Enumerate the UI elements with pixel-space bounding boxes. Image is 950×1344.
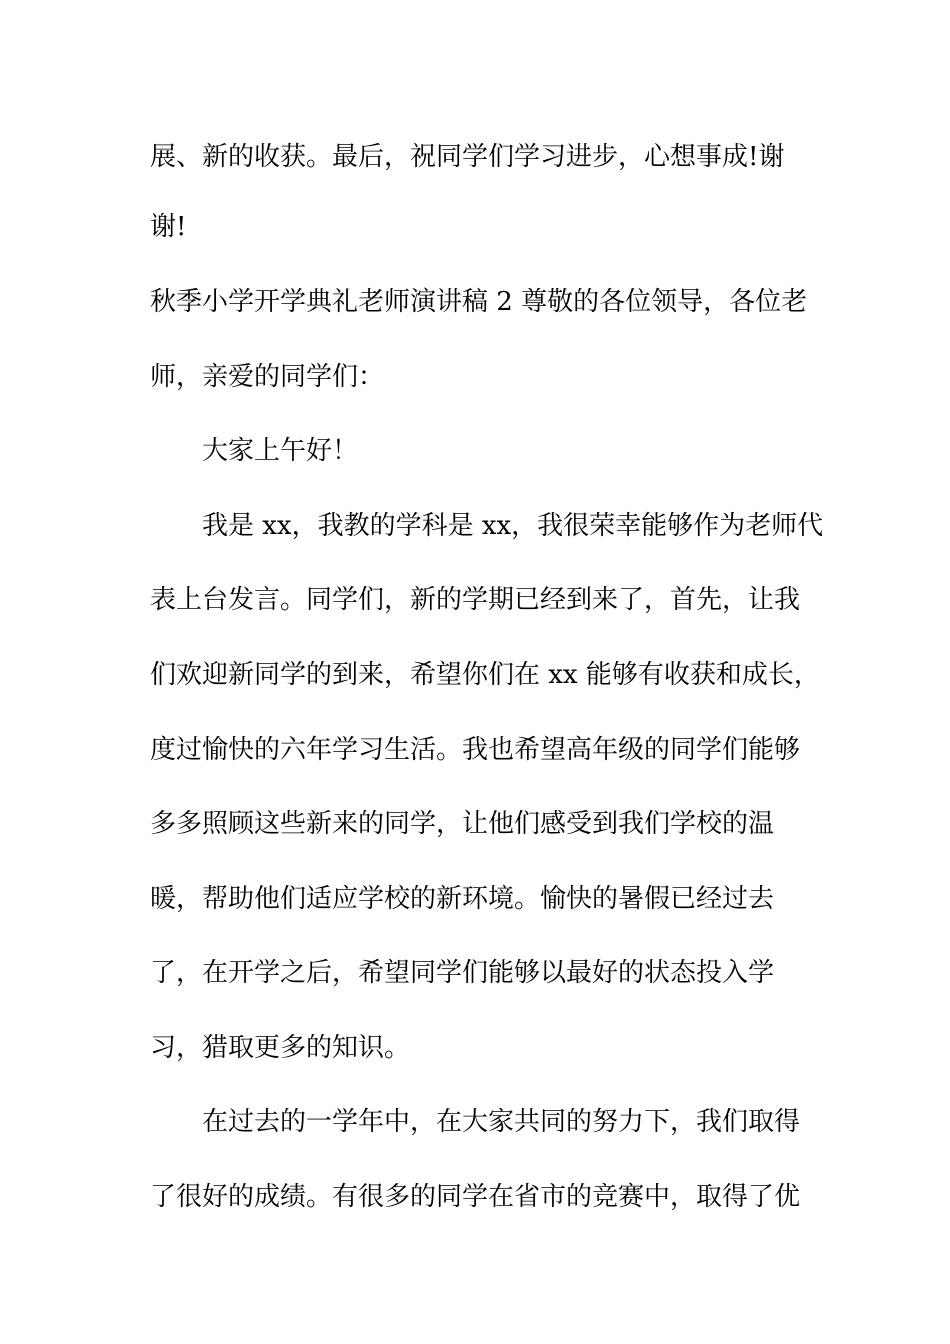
- text-line: 秋季小学开学典礼老师演讲稿 2 尊敬的各位领导，各位老: [150, 287, 808, 317]
- text-line: 多多照顾这些新来的同学，让他们感受到我们学校的温: [150, 809, 775, 839]
- text-line: 表上台发言。同学们，新的学期已经到来了，首先，让我: [150, 585, 801, 615]
- text-line: 师，亲爱的同学们：: [150, 362, 385, 392]
- text-line: 习，猎取更多的知识。: [150, 1033, 411, 1063]
- text-line: 度过愉快的六年学习生活。我也希望高年级的同学们能够: [150, 735, 801, 765]
- text-line: 暖，帮助他们适应学校的新环境。愉快的暑假已经过去: [150, 884, 775, 914]
- text-line: 我是 xx，我教的学科是 xx，我很荣幸能够作为老师代: [202, 511, 824, 541]
- text-line: 了很好的成绩。有很多的同学在省市的竞赛中，取得了优: [150, 1182, 801, 1212]
- text-line: 谢!: [150, 212, 187, 242]
- text-line: 大家上午好！: [202, 436, 359, 466]
- text-line: 了，在开学之后，希望同学们能够以最好的状态投入学: [150, 958, 775, 988]
- text-line: 在过去的一学年中，在大家共同的努力下，我们取得: [202, 1107, 801, 1137]
- text-line: 展、新的收获。最后，祝同学们学习进步，心想事成!谢: [150, 142, 785, 172]
- text-line: 们欢迎新同学的到来，希望你们在 xx 能够有收获和成长，: [150, 660, 820, 690]
